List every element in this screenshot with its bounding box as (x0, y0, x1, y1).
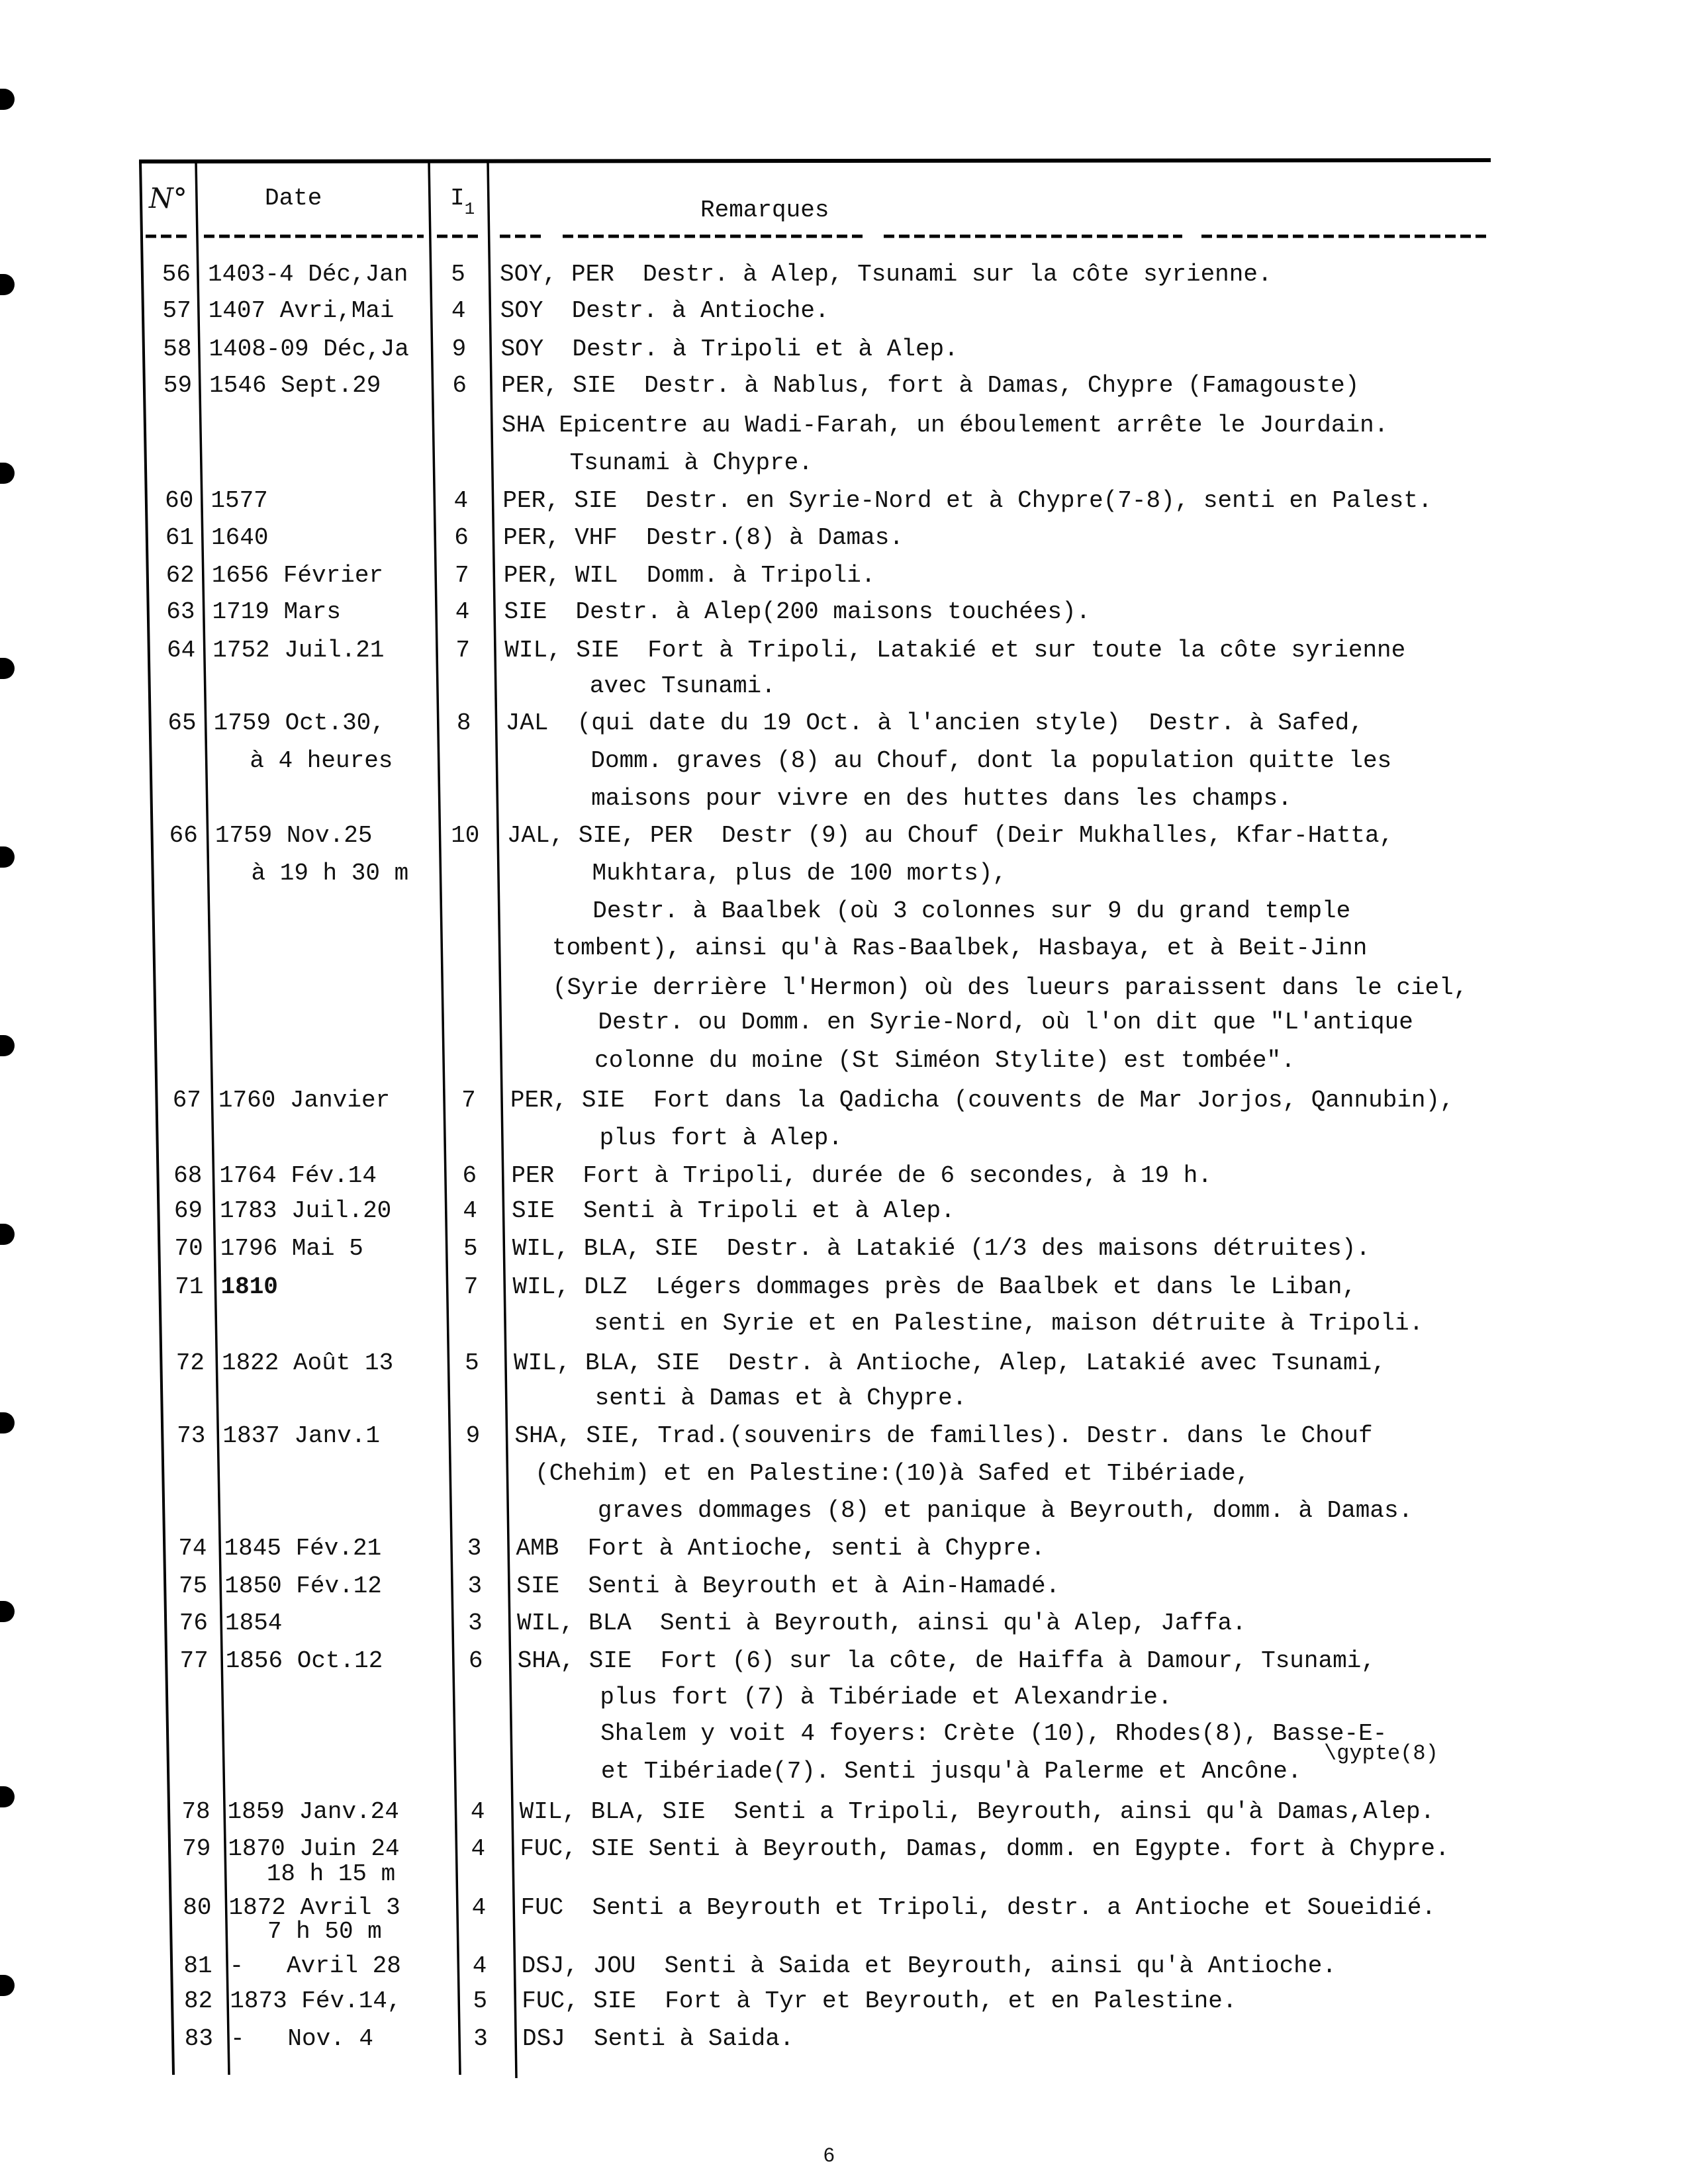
row-intensity: 3 (467, 1535, 482, 1562)
column-divider-number-date (196, 161, 229, 2075)
row-date: 1856 Oct.12 (225, 1647, 383, 1674)
row-date: 1850 Fév.12 (224, 1572, 382, 1600)
row-number: 69 (173, 1197, 203, 1224)
row-number: 80 (183, 1894, 212, 1921)
row-remark-continuation: Tsunami à Chypre. (569, 449, 813, 477)
row-number: 59 (163, 372, 193, 399)
row-number: 68 (173, 1162, 203, 1189)
row-remark-continuation: (Chehim) et en Palestine:(10)à Safed et Tibériade, (535, 1460, 1250, 1487)
row-number: 74 (178, 1535, 207, 1562)
row-date: 1764 Fév.14 (219, 1162, 377, 1189)
row-number: 61 (165, 524, 195, 551)
row-number: 78 (181, 1798, 211, 1825)
row-remark-continuation: avec Tsunami. (589, 672, 776, 700)
row-intensity: 4 (453, 487, 469, 514)
row-intensity: 5 (463, 1235, 478, 1262)
row-intensity: 8 (456, 709, 471, 737)
column-divider-date-intensity (429, 161, 460, 2075)
row-remark-continuation: graves dommages (8) et panique à Beyrouth, domm. à Damas. (597, 1497, 1413, 1524)
row-number: 64 (167, 637, 196, 664)
row-number: 83 (184, 2025, 213, 2052)
row-remark-continuation: tombent), ainsi qu'à Ras-Baalbek, Hasbaya, et à Beit-Jinn (551, 934, 1368, 962)
row-intensity: 9 (465, 1422, 481, 1449)
row-number: 75 (179, 1572, 208, 1600)
row-number: 70 (174, 1235, 203, 1262)
row-number: 82 (184, 1987, 213, 2015)
page-number: 6 (823, 2144, 835, 2166)
row-remark: DSJ Senti à Saida. (522, 2025, 794, 2052)
row-remark-insertion: \gypte(8) (1324, 1741, 1438, 1766)
row-date-time: à 19 h 30 m (251, 860, 409, 887)
row-intensity: 4 (455, 598, 470, 625)
row-intensity: 7 (455, 637, 471, 664)
row-date: 1845 Fév.21 (224, 1535, 382, 1562)
row-remark-continuation: (Syrie derrière l'Hermon) où des lueurs paraissent dans le ciel, (552, 974, 1468, 1001)
header-remarks: Remarques (700, 197, 829, 224)
row-date: 1796 Mai 5 (220, 1235, 363, 1262)
row-date: 1859 Janv.24 (227, 1798, 399, 1825)
row-remark-continuation: Destr. à Baalbek (où 3 colonnes sur 9 du grand temple (592, 897, 1351, 925)
row-remark: SOY Destr. à Tripoli et à Alep. (500, 336, 959, 363)
row-remark: FUC, SIE Fort à Tyr et Beyrouth, et en Palestine. (522, 1987, 1237, 2015)
row-remark-continuation: senti en Syrie et en Palestine, maison détruite à Tripoli. (594, 1310, 1424, 1337)
row-date-time: 7 h 50 m (267, 1918, 382, 1945)
row-number: 63 (166, 598, 195, 625)
row-remark: WIL, BLA, SIE Destr. à Antioche, Alep, Latakié avec Tsunami, (513, 1349, 1386, 1377)
header-date: Date (265, 185, 322, 212)
row-number: 56 (162, 261, 191, 288)
row-intensity: 9 (451, 336, 467, 363)
row-number: 79 (182, 1835, 211, 1862)
row-remark: DSJ, JOU Senti à Saida et Beyrouth, ainsi qu'à Antioche. (521, 1952, 1336, 1979)
row-remark-continuation: Shalem y voit 4 foyers: Crète (10), Rhodes(8), Basse-E- (600, 1720, 1387, 1747)
row-intensity: 3 (467, 1572, 483, 1600)
row-intensity: 4 (451, 297, 466, 324)
row-date: 1837 Janv.1 (222, 1422, 381, 1449)
row-remark-continuation: senti à Damas et à Chypre. (594, 1385, 967, 1412)
row-date-time: 18 h 15 m (266, 1860, 396, 1888)
row-remark: FUC Senti a Beyrouth et Tripoli, destr. a Antioche et Soueidié. (520, 1894, 1436, 1921)
row-remark: PER, SIE Fort dans la Qadicha (couvents de Mar Jorjos, Qannubin), (510, 1087, 1454, 1114)
row-remark-continuation: maisons pour vivre en des huttes dans les champs. (591, 785, 1292, 812)
row-remark: PER, WIL Domm. à Tripoli. (503, 562, 876, 589)
row-number: 73 (177, 1422, 206, 1449)
header-intensity-symbol: I (450, 185, 465, 212)
table-top-rule (139, 160, 1491, 161)
row-date: 1822 Août 13 (221, 1349, 394, 1377)
row-number: 76 (179, 1610, 208, 1637)
row-intensity: 6 (462, 1162, 477, 1189)
row-date: 1810 (220, 1273, 278, 1300)
row-date: 1873 Fév.14, (230, 1987, 402, 2015)
row-remark: WIL, BLA, SIE Senti a Tripoli, Beyrouth, ainsi qu'à Damas,Alep. (519, 1798, 1435, 1825)
row-date: 1656 Février (211, 562, 384, 589)
row-intensity: 5 (451, 261, 465, 288)
header-number: N° (149, 182, 187, 214)
row-remark: AMB Fort à Antioche, senti à Chypre. (516, 1535, 1045, 1562)
row-intensity: 7 (461, 1087, 476, 1114)
row-intensity: 4 (470, 1798, 485, 1825)
row-number: 62 (165, 562, 195, 589)
row-remark: WIL, BLA Senti à Beyrouth, ainsi qu'à Alep, Jaffa. (516, 1610, 1246, 1637)
row-date: 1577 (211, 487, 268, 514)
row-date: 1408-09 Déc,Ja (209, 336, 409, 363)
row-remark: WIL, BLA, SIE Destr. à Latakié (1/3 des maisons détruites). (512, 1235, 1370, 1262)
row-date: 1640 (211, 524, 269, 551)
row-date-time: à 4 heures (250, 747, 393, 774)
row-number: 81 (183, 1952, 212, 1979)
row-remark: SIE Destr. à Alep(200 maisons touchées). (504, 598, 1091, 625)
row-number: 67 (172, 1087, 201, 1114)
row-remark: SIE Senti à Tripoli et à Alep. (512, 1197, 955, 1224)
row-number: 72 (175, 1349, 205, 1377)
row-intensity: 5 (473, 1987, 488, 2015)
row-date: 1872 Avril 3 (228, 1894, 400, 1921)
row-date: 1759 Nov.25 (214, 822, 373, 849)
row-number: 57 (162, 297, 191, 324)
table-left-border (140, 161, 173, 2075)
row-intensity: 6 (452, 372, 467, 399)
row-remark: PER, VHF Destr.(8) à Damas. (503, 524, 904, 551)
row-date: 1719 Mars (212, 598, 341, 625)
row-remark-continuation: plus fort à Alep. (599, 1124, 843, 1152)
row-date: 1759 Oct.30, (213, 709, 385, 737)
row-date: - Avril 28 (229, 1952, 401, 1979)
row-date: 1403-4 Déc,Jan (208, 261, 408, 288)
row-remark: SOY, PER Destr. à Alep, Tsunami sur la côte syrienne. (500, 261, 1272, 288)
row-remark: SIE Senti à Beyrouth et à Ain-Hamadé. (516, 1572, 1060, 1600)
header-intensity-subscript: 1 (464, 199, 475, 219)
row-date: 1407 Avri,Mai (208, 297, 395, 324)
row-date: - Nov. 4 (230, 2025, 374, 2052)
row-intensity: 7 (454, 562, 469, 589)
row-remark: WIL, SIE Fort à Tripoli, Latakié et sur toute la côte syrienne (504, 637, 1406, 664)
row-intensity: 6 (454, 524, 469, 551)
row-number: 65 (167, 709, 197, 737)
row-number: 71 (175, 1273, 204, 1300)
row-remark-continuation: Mukhtara, plus de 100 morts), (592, 860, 1008, 887)
row-remark: FUC, SIE Senti à Beyrouth, Damas, domm. en Egypte. fort à Chypre. (520, 1835, 1450, 1862)
row-remark: WIL, DLZ Légers dommages près de Baalbek et dans le Liban, (512, 1273, 1357, 1300)
row-remark: PER, SIE Destr. en Syrie-Nord et à Chypre(7-8), senti en Palest. (502, 487, 1432, 514)
row-intensity: 4 (471, 1894, 487, 1921)
row-intensity: 4 (471, 1835, 486, 1862)
row-date: 1546 Sept.29 (209, 372, 381, 399)
row-date: 1854 (224, 1610, 283, 1637)
row-intensity: 5 (465, 1349, 479, 1377)
row-intensity: 7 (463, 1273, 479, 1300)
row-remark: JAL (qui date du 19 Oct. à l'ancien style) Destr. à Safed, (505, 709, 1364, 737)
row-remark-continuation: Domm. graves (8) au Chouf, dont la population quitte les (590, 747, 1392, 774)
row-remark: JAL, SIE, PER Destr (9) au Chouf (Deir Mukhalles, Kfar-Hatta, (506, 822, 1394, 849)
row-date: 1752 Juil.21 (212, 637, 385, 664)
row-remark: PER, SIE Destr. à Nablus, fort à Damas, Chypre (Famagouste) (501, 372, 1360, 399)
row-remark-continuation: colonne du moine (St Siméon Stylite) est tombée". (594, 1047, 1295, 1074)
row-remark: SHA, SIE Fort (6) sur la côte, de Haiffa à Damour, Tsunami, (517, 1647, 1376, 1674)
row-intensity: 4 (472, 1952, 487, 1979)
row-intensity: 10 (451, 822, 480, 849)
row-remark-continuation: Destr. ou Domm. en Syrie-Nord, où l'on dit que "L'antique (598, 1009, 1413, 1036)
row-intensity: 3 (468, 1610, 483, 1637)
row-number: 60 (165, 487, 194, 514)
row-number: 77 (179, 1647, 209, 1674)
row-remark-continuation: et Tibériade(7). Senti jusqu'à Palerme et Ancône. (600, 1758, 1302, 1785)
header-intensity (450, 185, 475, 219)
row-date: 1783 Juil.20 (220, 1197, 392, 1224)
row-intensity: 3 (473, 2025, 488, 2052)
row-remark: PER Fort à Tripoli, durée de 6 secondes, à 19 h. (511, 1162, 1212, 1189)
row-remark: SHA, SIE, Trad.(souvenirs de familles). Destr. dans le Chouf (514, 1422, 1373, 1449)
row-intensity: 4 (463, 1197, 477, 1224)
row-date: 1870 Juin 24 (228, 1835, 400, 1862)
column-divider-intensity-remarks (488, 161, 516, 2078)
row-intensity: 6 (468, 1647, 483, 1674)
row-remark-continuation: SHA Epicentre au Wadi-Farah, un éboulement arrête le Jourdain. (501, 412, 1389, 439)
row-number: 66 (169, 822, 198, 849)
row-number: 58 (163, 336, 192, 363)
row-remark: SOY Destr. à Antioche. (500, 297, 829, 324)
row-date: 1760 Janvier (218, 1087, 391, 1114)
row-remark-continuation: plus fort (7) à Tibériade et Alexandrie. (600, 1684, 1172, 1711)
